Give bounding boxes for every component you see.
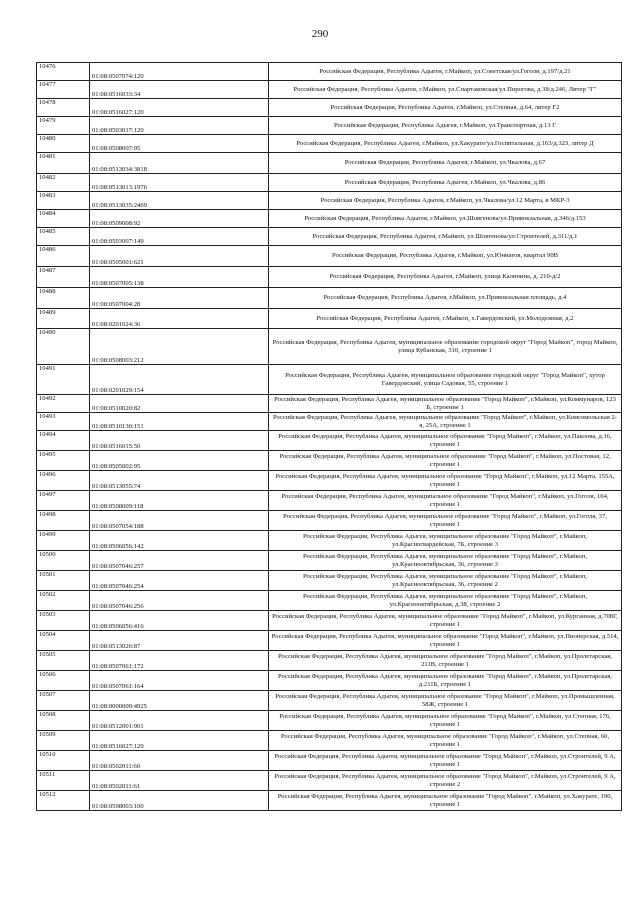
page-number: 290 xyxy=(311,28,329,40)
record-number-cell: 10499 xyxy=(37,531,90,551)
table-row xyxy=(37,711,622,731)
address-cell: Российская Федерация, Республика Адыгея, муниципальное образование "Город Майкоп", г.Майкоп, ул.Комсомольская 2-я, 25А, строение 1 xyxy=(269,413,622,431)
cadastral-number-cell: 01:08:0505001:621 xyxy=(90,246,269,267)
table-row xyxy=(37,153,622,174)
record-number-cell: 10476 xyxy=(37,63,90,81)
cadastral-number-cell: 01:08:0507046:257 xyxy=(90,551,269,571)
address-cell: Российская Федерация, Республика Адыгея, муниципальное образование "Город Майкоп", г.Майкоп, ул.Строителей, 9 А, строение 1 xyxy=(269,751,622,771)
record-number-cell: 10498 xyxy=(37,511,90,531)
record-number-cell: 10482 xyxy=(37,174,90,192)
table-row xyxy=(37,309,622,329)
record-number-cell: 10509 xyxy=(37,731,90,751)
cadastral-number-cell: 01:08:0516027:120 xyxy=(90,99,269,117)
address-cell: Российская Федерация, Республика Адыгея, г.Майкоп, ул.Привокзальная площадь, д.4 xyxy=(269,288,622,309)
record-number-cell: 10492 xyxy=(37,395,90,413)
address-cell: Российская Федерация, Республика Адыгея, г.Майкоп, ул.Спартаковская/ул.Пирогова, д.38/д.246, Литер "Г" xyxy=(269,81,622,99)
record-number-cell: 10511 xyxy=(37,771,90,791)
address-cell: Российская Федерация, Республика Адыгея, г.Майкоп, ул.Чкалова, д.67 xyxy=(269,153,622,174)
record-number-cell: 10489 xyxy=(37,309,90,329)
table-row xyxy=(37,611,622,631)
cadastral-number-cell: 01:08:0201029:154 xyxy=(90,365,269,395)
record-number-cell: 10497 xyxy=(37,491,90,511)
table-row xyxy=(37,491,622,511)
cadastral-number-cell: 01:08:0508003:212 xyxy=(90,329,269,365)
address-cell: Российская Федерация, Республика Адыгея, муниципальное образование "Город Майкоп", г.Майкоп, ул.Краснооктябрьская, 36, строение 2 xyxy=(269,571,622,591)
cadastral-number-cell: 01:08:0507074:120 xyxy=(90,63,269,81)
record-number-cell: 10494 xyxy=(37,431,90,451)
address-cell: Российская Федерация, Республика Адыгея, муниципальное образование "Город Майкоп", г.Майкоп, ул.Степная, 60, строение 1 xyxy=(269,731,622,751)
record-number-cell: 10480 xyxy=(37,135,90,153)
table-row xyxy=(37,551,622,571)
address-cell: Российская Федерация, Республика Адыгея, г.Майкоп, х.Гавердовский, ул.Молодежная, д.2 xyxy=(269,309,622,329)
table-row xyxy=(37,791,622,811)
table-row xyxy=(37,63,622,81)
address-cell: Российская Федерация, Республика Адыгея, муниципальное образование "Город Майкоп", г.Майкоп, ул.Гоголя, 37, строение 1 xyxy=(269,511,622,531)
address-cell: Российская Федерация, Республика Адыгея, муниципальное образование "Город Майкоп", г.Майкоп, ул.Курганная, д.708Г, строение 1 xyxy=(269,611,622,631)
address-cell: Российская Федерация, Республика Адыгея, г.Майкоп, улица Калинина, д. 210-д/2 xyxy=(269,267,622,288)
cadastral-number-cell: 01:08:0509008:92 xyxy=(90,210,269,228)
cadastral-number-cell: 01:08:0505002:95 xyxy=(90,451,269,471)
table-row xyxy=(37,751,622,771)
record-number-cell: 10500 xyxy=(37,551,90,571)
cadastral-number-cell: 01:08:0503017:120 xyxy=(90,117,269,135)
record-number-cell: 10486 xyxy=(37,246,90,267)
address-cell: Российская Федерация, Республика Адыгея, г.Майкоп, ул.Юннатов, квартал 90В xyxy=(269,246,622,267)
cadastral-number-cell: 01:08:0507054:188 xyxy=(90,511,269,531)
address-cell: Российская Федерация, Республика Адыгея, г.Майкоп, ул.Хакурате/ул.Госпитальная, д.163/д.323, литер Д xyxy=(269,135,622,153)
record-number-cell: 10507 xyxy=(37,691,90,711)
cadastral-number-cell: 01:08:0516027:129 xyxy=(90,731,269,751)
table-row xyxy=(37,651,622,671)
address-cell: Российская Федерация, Республика Адыгея, муниципальное образование "Город Майкоп", г.Майкоп, ул.Пролетарская, д.211Б, строение 1 xyxy=(269,671,622,691)
table-row xyxy=(37,329,622,365)
address-cell: Российская Федерация, Республика Адыгея, муниципальное образование "Город Майкоп", г.Майкоп, ул.Красногвардейская, 7Б, строение 3 xyxy=(269,531,622,551)
address-cell: Российская Федерация, Республика Адыгея, муниципальное образование "Город Майкоп", г.Майкоп, ул.Промышленная, 58Ж, строение 1 xyxy=(269,691,622,711)
cadastral-number-cell: 01:08:0510020:82 xyxy=(90,395,269,413)
address-cell: Российская Федерация, Республика Адыгея, муниципальное образование "Город Майкоп", г.Майкоп, ул.Краснооктябрьская, д.38, строение 2 xyxy=(269,591,622,611)
record-number-cell: 10512 xyxy=(37,791,90,811)
record-number-cell: 10493 xyxy=(37,413,90,431)
record-number-cell: 10495 xyxy=(37,451,90,471)
record-number-cell: 10508 xyxy=(37,711,90,731)
table-row xyxy=(37,511,622,531)
cadastral-number-cell: 01:08:0513013:1976 xyxy=(90,174,269,192)
cadastral-number-cell: 01:08:0513026:87 xyxy=(90,631,269,651)
address-cell: Российская Федерация, Республика Адыгея, г.Майкоп, ул.Шовгенова/ул.Строителей, д.311/д.1 xyxy=(269,228,622,246)
record-number-cell: 10505 xyxy=(37,651,90,671)
table-row xyxy=(37,591,622,611)
address-cell: Российская Федерация, Республика Адыгея, муниципальное образование городской округ "Город Майкоп", хутор Гавердовский, улица Садовая, 55, строение 1 xyxy=(269,365,622,395)
cadastral-number-cell: 01:08:0507061:172 xyxy=(90,651,269,671)
record-number-cell: 10478 xyxy=(37,99,90,117)
address-cell: Российская Федерация, Республика Адыгея, муниципальное образование "Город Майкоп", г.Майкоп, ул.Краснооктябрьская, 36, строение 3 xyxy=(269,551,622,571)
property-registry-table xyxy=(36,62,622,811)
table-row xyxy=(37,691,622,711)
table-row xyxy=(37,365,622,395)
record-number-cell: 10510 xyxy=(37,751,90,771)
table-row xyxy=(37,81,622,99)
table-row xyxy=(37,571,622,591)
address-cell: Российская Федерация, Республика Адыгея, г.Майкоп, ул.Советская/ул.Гоголя, д.197/д.21 xyxy=(269,63,622,81)
table-row xyxy=(37,413,622,431)
address-cell: Российская Федерация, Республика Адыгея, муниципальное образование "Город Майкоп", г.Майкоп, ул.Степная, 176, строение 1 xyxy=(269,711,622,731)
table-row xyxy=(37,771,622,791)
cadastral-number-cell: 01:08:0507004:28 xyxy=(90,288,269,309)
table-row xyxy=(37,267,622,288)
table-row xyxy=(37,471,622,491)
record-number-cell: 10506 xyxy=(37,671,90,691)
record-number-cell: 10483 xyxy=(37,192,90,210)
table-row xyxy=(37,631,622,651)
cadastral-number-cell: 01:08:0516015:50 xyxy=(90,431,269,451)
table-row xyxy=(37,117,622,135)
table-row xyxy=(37,531,622,551)
cadastral-number-cell: 01:08:0513055:74 xyxy=(90,471,269,491)
record-number-cell: 10484 xyxy=(37,210,90,228)
cadastral-number-cell: 01:08:0507005:138 xyxy=(90,267,269,288)
address-cell: Российская Федерация, Республика Адыгея, муниципальное образование "Город Майкоп", г.Майкоп, ул.12 Марта, 155А, строение 1 xyxy=(269,471,622,491)
address-cell: Российская Федерация, Республика Адыгея, г.Майкоп, ул.Транспортная, д.13 Г xyxy=(269,117,622,135)
cadastral-number-cell: 01:08:0512001:901 xyxy=(90,711,269,731)
table-row xyxy=(37,731,622,751)
record-number-cell: 10502 xyxy=(37,591,90,611)
address-cell: Российская Федерация, Республика Адыгея, г.Майкоп, ул.Чкалова/ул.12 Марта, в МКР-3 xyxy=(269,192,622,210)
registry-table-body xyxy=(37,63,622,811)
address-cell: Российская Федерация, Республика Адыгея, муниципальное образование "Город Майкоп", г.Майкоп, ул.Хакурате, 190, строение 1 xyxy=(269,791,622,811)
table-row xyxy=(37,395,622,413)
record-number-cell: 10487 xyxy=(37,267,90,288)
address-cell: Российская Федерация, Республика Адыгея, муниципальное образование "Город Майкоп", г.Майкоп, ул.Гоголя, 104, строение 1 xyxy=(269,491,622,511)
cadastral-number-cell: 01:08:0507061:164 xyxy=(90,671,269,691)
record-number-cell: 10481 xyxy=(37,153,90,174)
cadastral-number-cell: 01:08:0502011:61 xyxy=(90,771,269,791)
cadastral-number-cell: 01:08:0502011:60 xyxy=(90,751,269,771)
table-row xyxy=(37,246,622,267)
address-cell: Российская Федерация, Республика Адыгея, муниципальное образование "Город Майкоп", г.Майкоп, ул.Коммунаров, 123 Б, строение 1 xyxy=(269,395,622,413)
address-cell: Российская Федерация, Республика Адыгея, муниципальное образование "Город Майкоп", г.Майкоп, ул.Пионерская, д.514, строение 1 xyxy=(269,631,622,651)
record-number-cell: 10491 xyxy=(37,365,90,395)
table-row xyxy=(37,99,622,117)
record-number-cell: 10477 xyxy=(37,81,90,99)
cadastral-number-cell: 01:08:0000000:4925 xyxy=(90,691,269,711)
address-cell: Российская Федерация, Республика Адыгея, г.Майкоп, ул.Шовгенова/ул.Привокзальная, д.346/д.153 xyxy=(269,210,622,228)
address-cell: Российская Федерация, Республика Адыгея, муниципальное образование городской округ "Город Майкоп", город Майкоп, улица Кубанская, 310, строение 1 xyxy=(269,329,622,365)
cadastral-number-cell: 01:08:0201024:36 xyxy=(90,309,269,329)
cadastral-number-cell: 01:08:0508009:118 xyxy=(90,491,269,511)
record-number-cell: 10503 xyxy=(37,611,90,631)
cadastral-number-cell: 01:08:0506056:142 xyxy=(90,531,269,551)
address-cell: Российская Федерация, Республика Адыгея, г.Майкоп, ул.Чкалова, д.86 xyxy=(269,174,622,192)
address-cell: Российская Федерация, Республика Адыгея, муниципальное образование "Город Майкоп", г.Майкоп, ул.Постовая, 12, строение 1 xyxy=(269,451,622,471)
table-row xyxy=(37,210,622,228)
table-row xyxy=(37,228,622,246)
cadastral-number-cell: 01:08:0510130:151 xyxy=(90,413,269,431)
table-row xyxy=(37,135,622,153)
table-row xyxy=(37,671,622,691)
cadastral-number-cell: 01:08:0508003:100 xyxy=(90,791,269,811)
cadastral-number-cell: 01:08:0508007:95 xyxy=(90,135,269,153)
cadastral-number-cell: 01:08:0513034:3818 xyxy=(90,153,269,174)
cadastral-number-cell: 01:08:0507046:256 xyxy=(90,591,269,611)
record-number-cell: 10496 xyxy=(37,471,90,491)
address-cell: Российская Федерация, Республика Адыгея, муниципальное образование "Город Майкоп", г.Майкоп, ул.Строителей, 9 А, строение 2 xyxy=(269,771,622,791)
table-row xyxy=(37,174,622,192)
table-row xyxy=(37,431,622,451)
cadastral-number-cell: 01:08:0503007:149 xyxy=(90,228,269,246)
cadastral-number-cell: 01:08:0516033:34 xyxy=(90,81,269,99)
address-cell: Российская Федерация, Республика Адыгея, муниципальное образование "Город Майкоп", г.Майкоп, ул.Пролетарская, 211В, строение 1 xyxy=(269,651,622,671)
record-number-cell: 10485 xyxy=(37,228,90,246)
cadastral-number-cell: 01:08:0513035:2469 xyxy=(90,192,269,210)
record-number-cell: 10479 xyxy=(37,117,90,135)
record-number-cell: 10501 xyxy=(37,571,90,591)
record-number-cell: 10490 xyxy=(37,329,90,365)
address-cell: Российская Федерация, Республика Адыгея, муниципальное образование "Город Майкоп", г.Майкоп, ул.Павлова, д.16, строение 1 xyxy=(269,431,622,451)
cadastral-number-cell: 01:08:0507046:254 xyxy=(90,571,269,591)
table-row xyxy=(37,451,622,471)
table-row xyxy=(37,192,622,210)
record-number-cell: 10488 xyxy=(37,288,90,309)
address-cell: Российская Федерация, Республика Адыгея, г.Майкоп, ул.Степная, д.64, литер Г2 xyxy=(269,99,622,117)
record-number-cell: 10504 xyxy=(37,631,90,651)
table-row xyxy=(37,288,622,309)
cadastral-number-cell: 01:08:0506056:416 xyxy=(90,611,269,631)
